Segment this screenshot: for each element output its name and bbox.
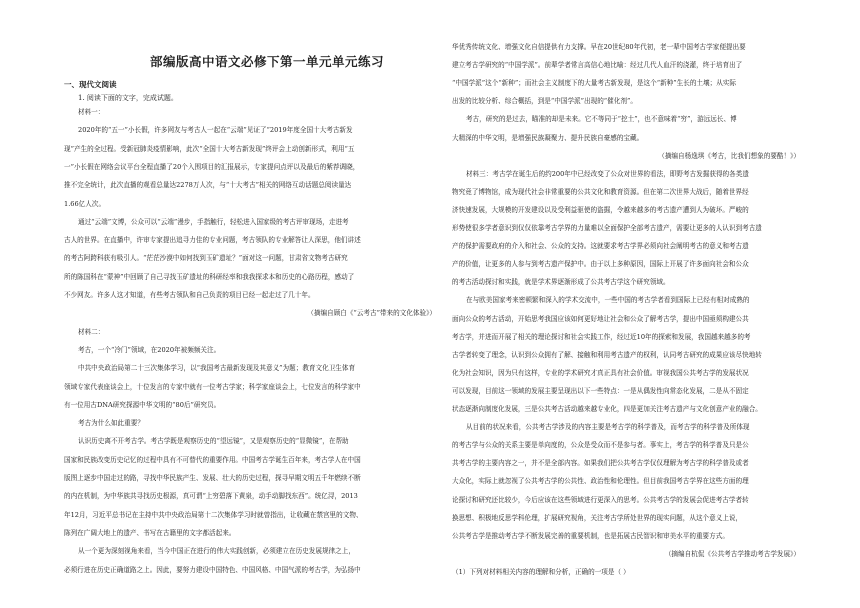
text-line: 公共考古学是推动考古学不断发展完善的重要机制，也是拓展古民智识和审美水平的重要方式。 [452,531,729,540]
text-line: 考古学，并进而开展了相关的理论探讨和社会实践工作，经过近10年的探索和发展，我国越来越多的考 [452,332,751,341]
text-line: （摘编自顾白《“云考古”带来的文化体验》） [307,309,436,318]
text-line: （1）下列对材料相关内容的理解和分析，正确的一项是（ ） [452,567,630,576]
text-line: 可以发现，目前这一领域的发展主要呈现出以下一些特点：一是从偶发性向常态化发展，二是从不固定 [452,386,749,395]
text-line: 的考古活动探讨和实践，就是学术界逐渐形成了公共考古学这个研究领域。 [452,278,670,287]
text-line: 大众化，实际上就忽视了公共考古学的公共性、政治性和伦理性。但目前我国考古学界在这些方面的理 [452,477,749,486]
text-line: 认识历史离不开考古学。考古学既是观察历史的“望远镜”，又是观察历史的“显微镜”，在帮助 [78,437,349,446]
text-line: 的内在机制，为中华族共寻找历史根源，真可谓“上穷碧落下黄泉，动手动脚找东西”。统亿浔，2013 [64,492,358,501]
text-line: 考古为什么如此重要？ [78,419,144,428]
text-line: 大精深的中华文明，是增强民族凝聚力、提升民族自豪感的宝藏。 [452,133,644,142]
text-line: 考古，一个“冷门”领域，在2020年被频频关注。 [78,345,221,354]
text-line: 论探讨和研究还比较少，今后应该在这些领域进行更深入的思考。公共考古学的发展会促进考古学者转 [452,495,749,504]
text-line: 面向公众的考古活动，开始思考我国应该如何更好地让社会和公众了解考古学，提出中国亟须构建公共 [452,314,749,323]
text-line: 材料二： [78,327,105,336]
text-line: 所的陈国科在“蒙神”中回顾了自己寻找玉矿遗址的科研经率和我我探求本和历史的心路历程，感动了 [64,272,355,281]
text-line: 必须行进在历史正确道路之上。因此，要努力建设中国特色、中国风格、中国气派的考古学，为弘扬中 [64,565,361,574]
text-line: 出发的比较分析、综合概括，到是“中国学派”出现的“催化剂”。 [452,97,637,106]
text-line: 领域专家代表座谈会上，十位发言的专家中就有一位考古学家；科学家座谈会上，七位发言的科学家中 [64,382,361,391]
text-line: 形势使很多学者意识到仅仅依靠考古学界的力量难以全面保护全部考古遗产，需要让更多的人认识到考古遗 [452,224,762,232]
text-line: 的考古阿跨科获有吸引人。“茫茫沙漠中如何找到玉矿遗址？”面对这一问题，甘肃省文物考古研究 [64,254,348,263]
text-line: 从一个更为深刻视角来看，当今中国正在进行的伟大实践创新，必须建立在历史发展规律之上， [78,547,355,556]
text-line: 一”小长假在网络会议平台全程直播了20个入围项目的汇报展示，专家提问点评以及最后的紫荐调晓， [64,162,360,171]
text-line: 共考古学的主要内容之一，并不是全部内容。如果我们把公共考古学仅仅理解为考古学的科学普及或者 [452,459,749,468]
text-line: 考古，研究的是过去，瞄准的却是未来。它不等同于“挖土”，也不意味着“穷”，游远远长、博 [466,115,737,124]
text-line: 陈列在广阔大地上的遗产、书写在古籍里的文字都活起来。 [64,528,236,537]
text-line: 济快速发展，大规模的开发建设以及受利益驱使的盗掘，令越来越多的考古遗产遭到人为破坏。严峻的 [452,205,749,214]
document-title: 部编版高中语文必修下第一单元单元练习 [150,54,385,69]
text-line: （摘编自杨逸琪《考古，比我们想象的要酷！》） [658,151,800,160]
text-line: 有一位用古DNA研究探源中华文明的“80后”研究员。 [64,400,221,409]
text-line: “中国学派”这个“新种”；而社会主义制度下的大量考古新发现，是这个“新种”生长的土壤；从实际 [452,79,736,88]
text-line: 华优秀传统文化、增强文化自信提供有力支撑。早在20世纪80年代初，老一辈中国考古学家便提出要 [452,43,746,51]
text-line: 状态逐渐向制度化发展，三是公共考古活动越来越专业化，四是更加关注考古遗产与文化创意产业的融合。 [452,405,762,413]
text-line: 材料三：考古学在诞生后的约200年中已经改变了公众对世界的看法，即野考古发掘获得的各类遗 [466,169,749,178]
text-line: 产的保护需要政府的介入和社会、公众的支持。这就要求考古学界必须向社会阐明考古的意义和考古遗 [452,242,749,251]
text-line: 1.66亿人次。 [64,199,106,208]
text-line: 版图上逐步中国走过的路，寻找中华民族产生、发展、壮大的历史过程，探寻早期文明五千年燃续不断 [64,474,361,482]
text-line: 从目前的状况来看，公共考古学涉及的内容主要是考古学的科学普及，而考古学的科学普及所体现 [466,423,750,432]
text-line: 材料一： [78,108,105,116]
text-line: 2020年的“五一”小长假，许多网友与考古人一起在“云端”见证了“2019年度全国十大考古新发 [78,126,353,135]
text-line: 推不完全统计，此次直播的观看总量达2278万人次，与“十大考古”相关的网络互动话题总阅读量达 [64,181,352,190]
text-line: 物究竟了博物馆，成为现代社会非常重要的公共文化和教育资源。但在第二次世界大战后，随着世界经 [452,187,749,196]
text-line: 古学者转变了理念，认识到公众拥有了解、接触和利用考古遗产的权利，认同考古研究的成果应该尽快地转 [452,350,762,359]
text-line: （摘编自杭侃《公共考古学推动考古学发展》） [664,549,800,558]
text-line: 在与欧美国家考来密顿繁和深入的学术交流中，一些中国的考古学者看到国际上已经有相对成熟的 [466,296,750,305]
text-line: 建立考古学研究的“中国学派”。前辈学者常言高信心地比喻：经过几代人血汗的浇灌，终于培育出了 [452,61,743,70]
text-line: 通过“云端”文博，公众可以“云端”漫步，手指触行，轻松进入国家级的考古评审现场，走进考 [78,217,349,226]
text-line: 国家和民族改变历史记忆的过程中具有不可替代的重要作用。中国考古学诞生百年来，考古学人在中国 [64,455,361,464]
text-line: 古人的世界。在直播中，许审专家提出追寻力佳的专业问题，考古领队的专业解答让人深思，他们讲述 [64,236,361,245]
text-line: 年12月，习近平总书记在主持中共中央政治局第十二次集体学习时就曾指出，让收藏在禁宫里的文物、 [64,510,363,519]
text-line: 现”产生的全过程。受新冠肺炎疫情影响，此次“全国十大考古新发现”终评会上动创新形式，利用“五 [64,144,355,153]
question-1-prompt: 1. 阅读下面的文字，完成试题。 [78,94,178,102]
text-line: 换思想、积极地反思学科伦理，扩展研究视角，关注考古学所处世界的现实问题，从这个意义上说， [452,513,743,522]
text-line: 产的价值，让更多的人参与到考古遗产保护中。由于以上多种原因，国际上开展了许多面向社会和公众 [452,260,749,269]
text-line: 的考古学与公众的关系主要是单向度的，公众是受众而不是参与者。事实上，考古学的科学普及只是公 [452,441,749,450]
text-line: 化为社会知识，因为只有这样，专业的学术研究才真正具有社会价值。审视我国公共考古学的发展状况 [452,368,749,377]
section-heading: 一、现代文阅读 [64,80,117,89]
text-line: 不少网友。许多人这才知道，有些考古领队和自己负责的项目已经一起走过了几十年。 [64,291,315,299]
text-line: 中共中央政治局第二十三次集体学习，以“我国考古最新发现及其意义”为题；教育文化卫生体育 [78,364,356,373]
